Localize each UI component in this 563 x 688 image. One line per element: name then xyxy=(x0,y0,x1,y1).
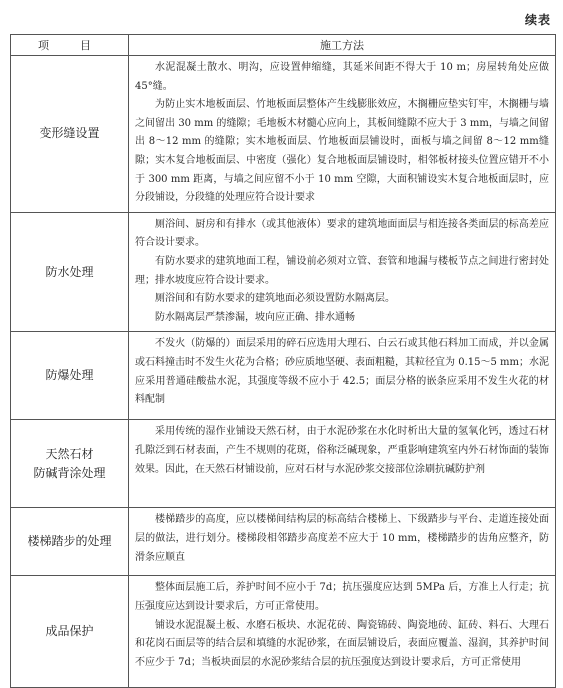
method-paragraph: 有防水要求的建筑地面工程，铺设前必须对立管、套管和地漏与楼板节点之间进行密封处理；排水坡度应符合设计要求。 xyxy=(135,255,549,286)
method-paragraph: 防水隔离层严禁渗漏，坡向应正确、排水通畅 xyxy=(155,311,355,323)
method-paragraph: 采用传统的湿作业铺设天然石材，由于水泥砂浆在水化时析出大量的氢氧化钙，透过石材孔隙泛到石材表面，产生不规则的花斑，俗称泛碱现象，严重影响建筑室内外石材饰面的装饰效果。因此，在天然石材铺设前，应对石材与水泥砂浆交接部位涂刷抗碱防护剂 xyxy=(135,426,549,475)
row-method-cell xyxy=(129,56,556,213)
row-item-label: 天然石材 xyxy=(45,446,94,461)
row-method-cell xyxy=(129,212,556,332)
table-row xyxy=(11,332,556,420)
table-row xyxy=(11,508,556,576)
header-method: 施工方法 xyxy=(129,35,556,56)
table-row xyxy=(11,212,556,332)
method-paragraph: 水泥混凝土散水、明沟，应设置伸缩缝，其延米间距不得大于 10 m；房屋转角处应做 45°缝。 xyxy=(135,62,549,92)
method-paragraph: 厕浴间和有防水要求的建筑地面必须设置防水隔离层。 xyxy=(155,293,395,305)
row-item-cell xyxy=(11,420,129,508)
row-method-cell xyxy=(129,576,556,688)
row-method-cell xyxy=(129,420,556,508)
table-row xyxy=(11,420,556,508)
row-item-label: 成品保护 xyxy=(45,624,94,639)
method-paragraph: 为防止实木地板面层、竹地板面层整体产生线膨胀效应，木搁栅应垫实钉牢，木搁栅与墙之间留出 30 mm 的缝隙；毛地板木材髓心应向上，其板间缝隙不应大于 3 mm，与墙之间留出 8～12 mm 的缝隙；实木地板面层、竹地板面层铺设时，面板与墙之间留 8～12 mm缝隙；实木复合地板面层、中密度（强化）复合地板面层铺设时，相邻板材接头位置应错开不小于 300 mm 距离，与墙之间应留不小于 10 mm 空隙，大面积铺设实木复合地板面层时，应分段铺设，分段缝的处理应符合设计要求 xyxy=(135,99,549,204)
method-paragraph: 铺设水泥混凝土板、水磨石板块、水泥花砖、陶瓷锦砖、陶瓷地砖、缸砖、料石、大理石和花岗石面层等的结合层和填缝的水泥砂浆，在面层铺设后，表面应覆盖、湿润，其养护时间不应少于 7d；当板块面层的水泥砂浆结合层的抗压强度达到设计要求后，方可正常使用 xyxy=(135,619,549,668)
row-item-label: 防碱背涂处理 xyxy=(33,465,106,480)
header-item: 项 目 xyxy=(11,35,129,56)
method-paragraph: 不发火（防爆的）面层采用的碎石应选用大理石、白云石或其他石料加工而成，并以金属或石料撞击时不发生火花为合格；砂应质地坚硬、表面粗糙，其粒径宜为 0.15～5 mm；水泥应采用普通硅酸盐水泥，其强度等级不应小于 42.5；面层分格的嵌条应采用不发生火花的材料配制 xyxy=(135,338,549,406)
row-item-label: 防爆处理 xyxy=(45,368,94,383)
row-item-label: 防水处理 xyxy=(45,264,94,279)
method-paragraph: 楼梯踏步的高度，应以楼梯间结构层的标高结合楼梯上、下级踏步与平台、走道连接处面层的做法，进行划分。楼梯段相邻踏步高度差不应大于 10 mm，楼梯踏步的齿角应整齐，防滑条应顺直 xyxy=(135,514,549,563)
row-item-label: 变形缝设置 xyxy=(39,126,100,141)
row-item-label: 楼梯踏步的处理 xyxy=(27,534,112,549)
continued-label: 续表 xyxy=(524,13,551,27)
row-item-cell xyxy=(11,212,129,332)
table-header-row xyxy=(11,35,556,56)
row-method-cell xyxy=(129,508,556,576)
row-item-cell xyxy=(11,576,129,688)
table-row xyxy=(11,576,556,688)
method-paragraph: 整体面层施工后，养护时间不应小于 7d；抗压强度应达到 5MPa 后，方准上人行走；抗压强度应达到设计要求后，方可正常使用。 xyxy=(135,582,549,612)
row-item-cell xyxy=(11,508,129,576)
row-method-cell xyxy=(129,332,556,420)
table-row xyxy=(11,56,556,213)
row-item-cell xyxy=(11,332,129,420)
construction-methods-table xyxy=(10,34,556,688)
row-item-cell xyxy=(11,56,129,213)
method-paragraph: 厕浴间、厨房和有排水（或其他液体）要求的建筑地面面层与相连接各类面层的标高差应符合设计要求。 xyxy=(135,218,549,249)
